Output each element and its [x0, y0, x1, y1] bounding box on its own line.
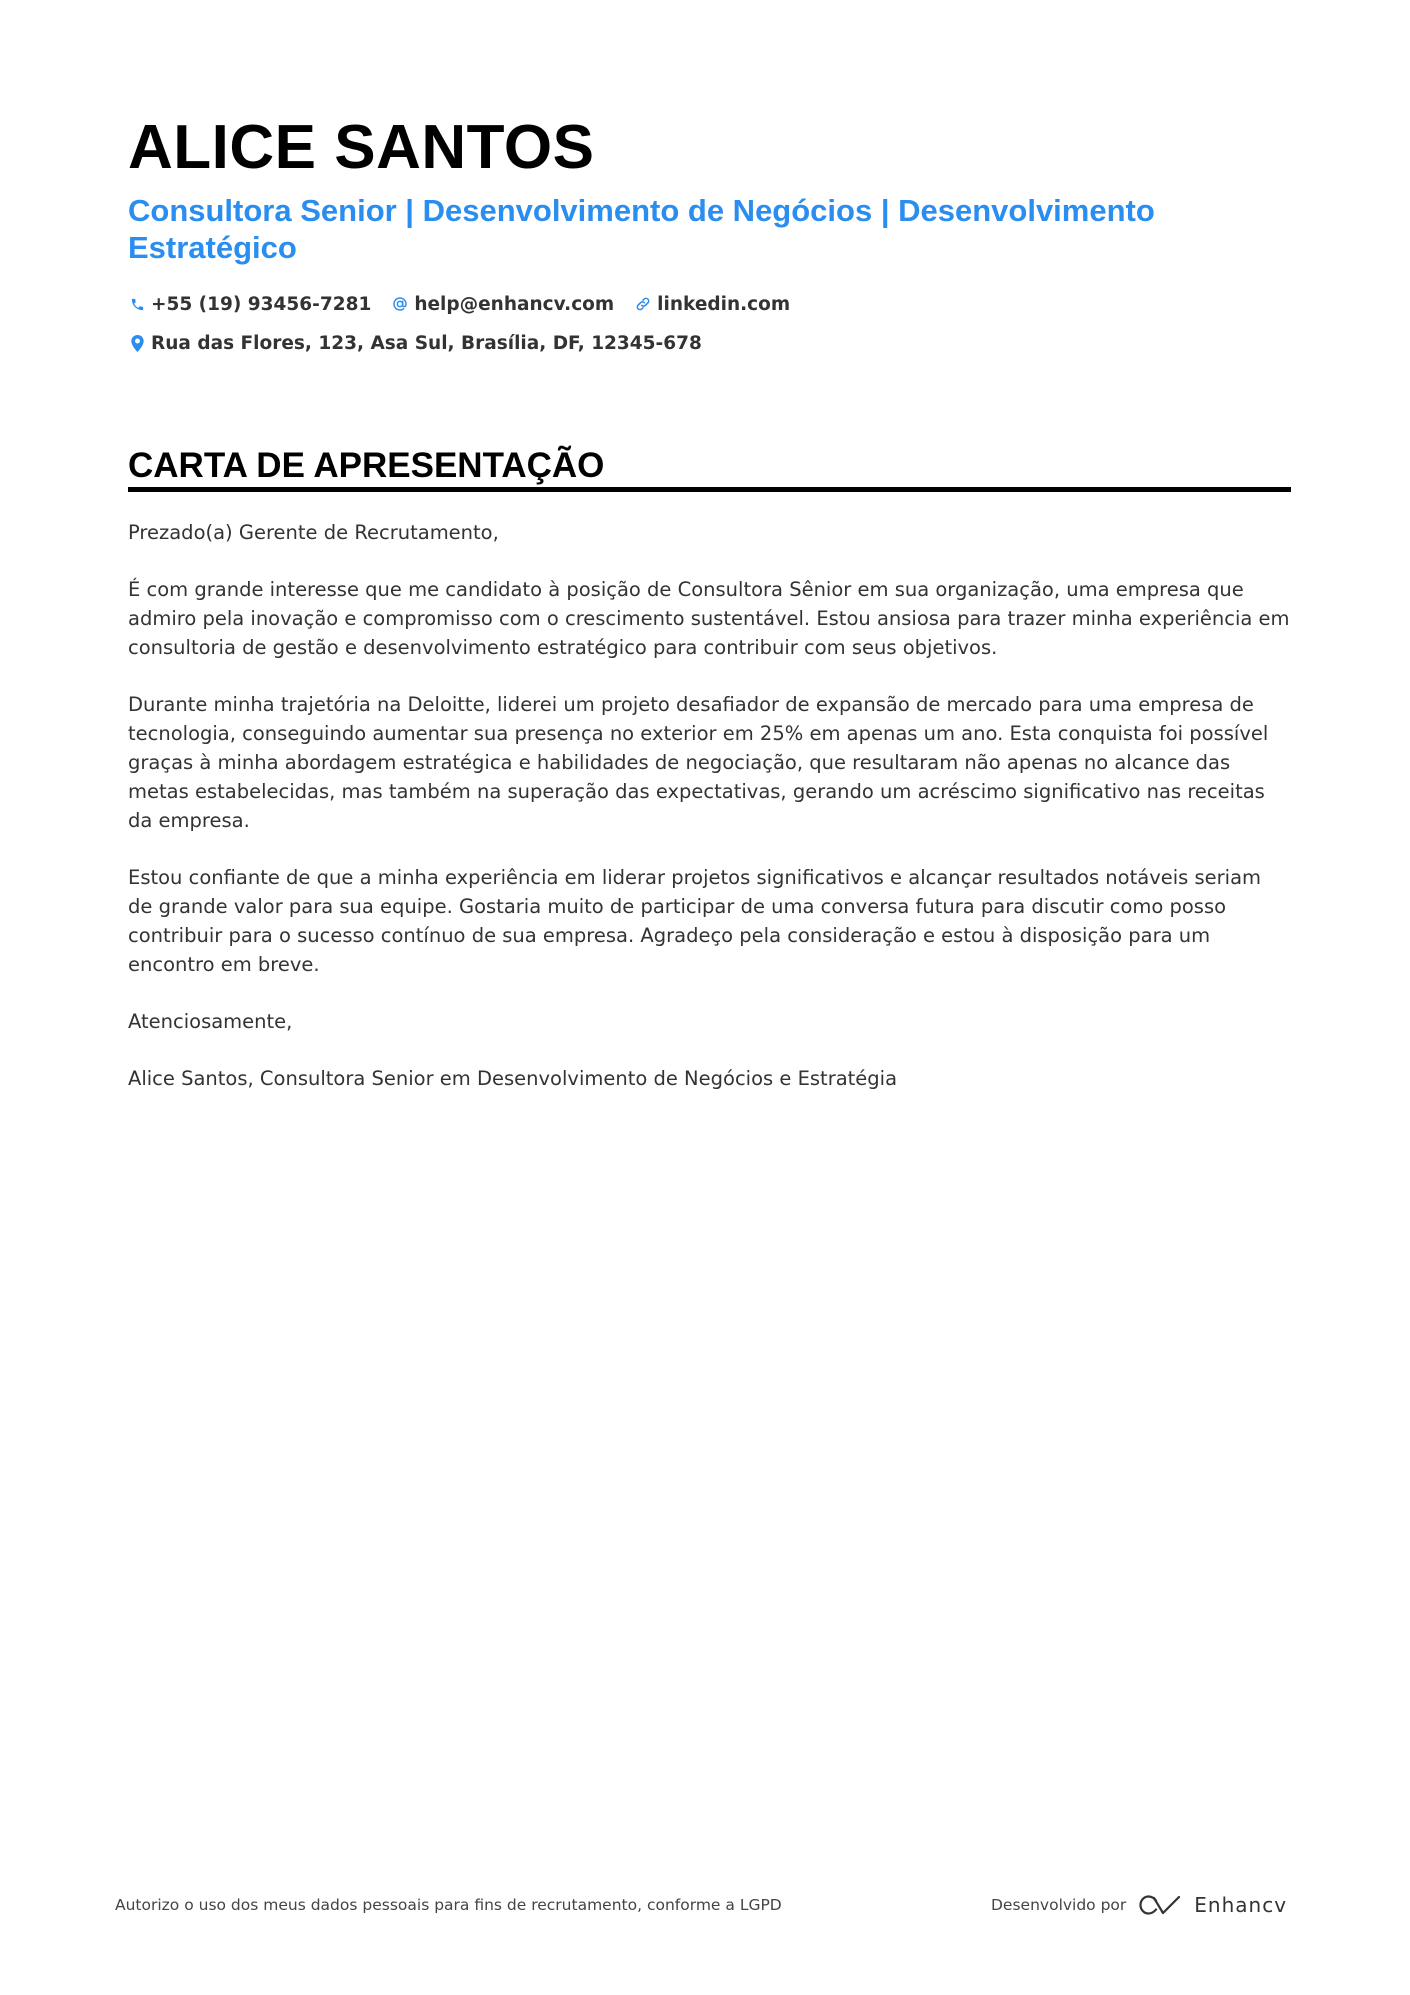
phone-text: +55 (19) 93456-7281: [151, 293, 372, 315]
contact-email[interactable]: [391, 293, 614, 315]
address-text: Rua das Flores, 123, Asa Sul, Brasília, DF, 12345-678: [151, 332, 702, 354]
contact-row-address: [128, 332, 722, 354]
letter-signature: Alice Santos, Consultora Senior em Desenvolvimento de Negócios e Estratégia: [128, 1067, 898, 1090]
at-icon: [391, 293, 409, 315]
enhancv-logo[interactable]: [1138, 1893, 1287, 1917]
link-text[interactable]: linkedin.com: [657, 293, 791, 315]
phone-icon: [128, 293, 146, 315]
section-divider: [128, 487, 1291, 492]
section-title: CARTA DE APRESENTAÇÃO: [128, 446, 605, 485]
enhancv-brand-text: Enhancv: [1194, 1893, 1288, 1917]
candidate-headline: Consultora Senior | Desenvolvimento de Negócios | Desenvolvimento Estratégico: [128, 193, 1155, 265]
candidate-name: ALICE SANTOS: [128, 113, 595, 182]
location-pin-icon: [128, 332, 146, 354]
powered-by-label: Desenvolvido por: [991, 1896, 1127, 1914]
letter-paragraph: É com grande interesse que me candidato à posição de Consultora Sênior em sua organização, uma empresa que admiro pela inovação e compromisso com o crescimento sustentável. Estou ansiosa para trazer minha experiência em consultoria de gestão e desenvolvimento estratégico para contribuir com seus objetivos.: [128, 578, 1290, 659]
link-icon: [634, 293, 652, 315]
letter-paragraph: Durante minha trajetória na Deloitte, liderei um projeto desafiador de expansão de mercado para uma empresa de tecnologia, conseguindo aumentar sua presença no exterior em 25% em apenas um ano. Esta conquista foi possível graças à minha abordagem estratégica e habilidades de negociação, que resultaram não apenas no alcance das metas estabelecidas, mas também na superação das expectativas, gerando um acréscimo significativo nas receitas da empresa.: [128, 693, 1269, 832]
letter-greeting: Prezado(a) Gerente de Recrutamento,: [128, 521, 499, 544]
contact-row-primary: [128, 293, 810, 315]
contact-link[interactable]: [634, 293, 790, 315]
enhancv-mark-icon: [1138, 1894, 1182, 1916]
email-text[interactable]: help@enhancv.com: [414, 293, 615, 315]
contact-phone: [128, 293, 371, 315]
letter-paragraph: Estou confiante de que a minha experiência em liderar projetos significativos e alcançar resultados notáveis seriam de grande valor para sua equipe. Gostaria muito de participar de uma conversa futura para discutir como posso contribuir para o sucesso contínuo de sua empresa. Agradeço pela consideração e estou à disposição para um encontro em breve.: [128, 866, 1262, 976]
letter-body: [128, 518, 1291, 1121]
footer-consent: Autorizo o uso dos meus dados pessoais para fins de recrutamento, conforme a LGPD: [115, 1896, 782, 1914]
powered-by: [991, 1893, 1287, 1917]
contact-address: [128, 332, 702, 354]
letter-closing: Atenciosamente,: [128, 1010, 293, 1033]
